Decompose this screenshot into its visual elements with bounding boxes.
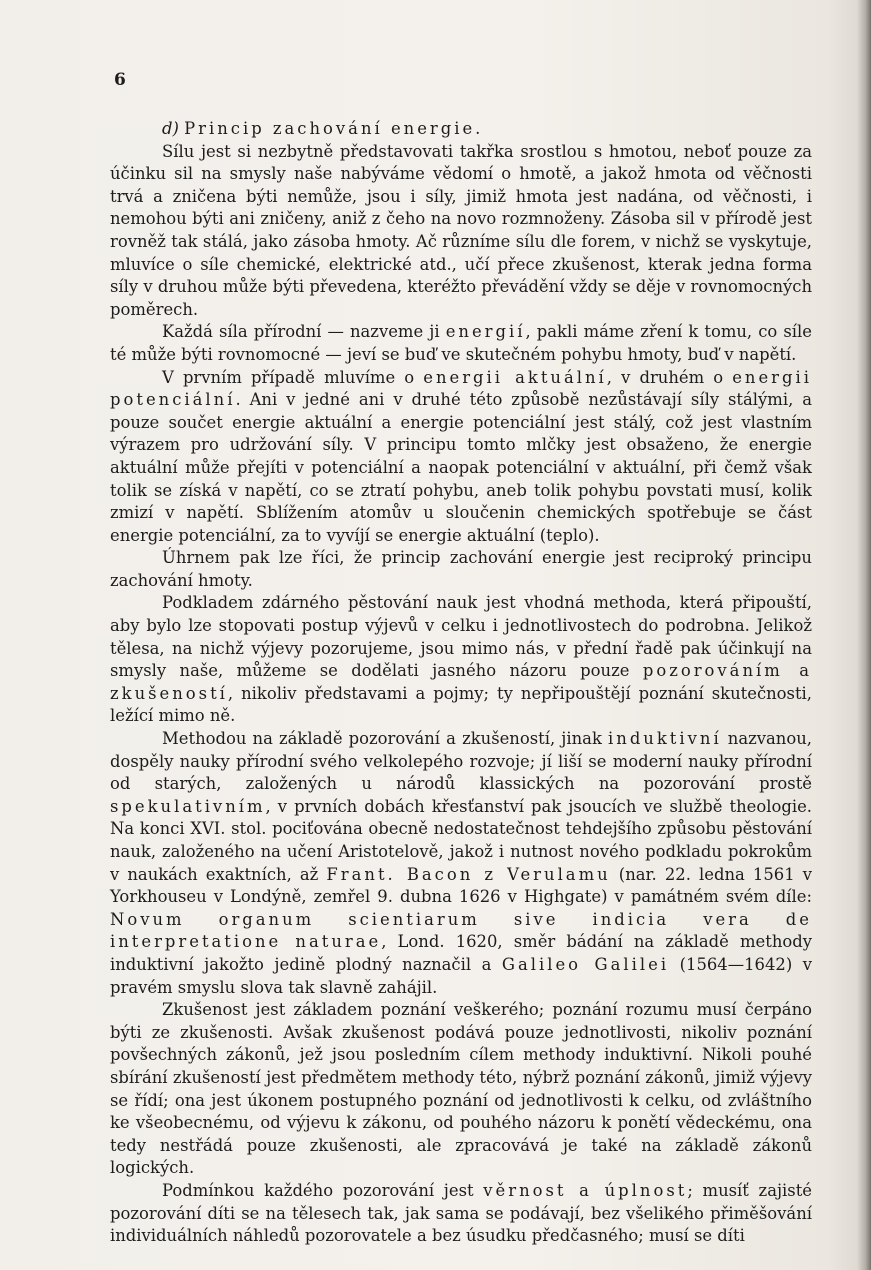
spaced-emphasis: induktivní bbox=[608, 729, 722, 749]
text-run: , v prvních dobách křesťanství pak jsoucích ve službě theologie. Na konci XVI. stol. pociťována obecně nedostatečnost tehdejšího způsobu pěstování nauk, založeného na učení Aristotelově, jakož i nutnost nového podkladu pokrokům v naukách exaktních, až bbox=[110, 796, 812, 884]
paragraph bbox=[110, 367, 812, 548]
text-run: Podmínkou každého pozorování jest bbox=[162, 1180, 484, 1200]
spaced-emphasis: energii aktuální bbox=[423, 367, 607, 387]
page-number: 6 bbox=[114, 70, 126, 90]
text-run: Sílu jest si nezbytně představovati takřka srostlou s hmotou, neboť pouze za účinku sil na smysly naše nabýváme vědomí o hmotě, a jakož hmota od věčnosti trvá a zničena býti nemůže, jsou i síly, jimiž hmota jest nadána, od věčnosti, i nemohou býti ani zničeny, aniž z čeho na novo rozmnoženy. Zásoba sil v přírodě jest rovněž tak stálá, jako zásoba hmoty. Ač různíme sílu dle forem, v nichž se vyskytuje, mluvíce o síle chemické, elektrické atd., učí přece zkušenost, kterak jedna forma síly v druhou může býti převedena, kteréžto převádění vždy se děje v rovnomocných poměrech. bbox=[110, 141, 812, 319]
spaced-emphasis: Novum organum scientiarum sive indicia vera de interpretatione naturae bbox=[110, 909, 812, 952]
text-run: V prvním případě mluvíme o bbox=[162, 367, 424, 387]
paragraph bbox=[110, 999, 812, 1180]
text-run: Úhrnem pak lze říci, že princip zachování energie jest reciproký principu zachování hmoty. bbox=[110, 548, 812, 590]
paragraph bbox=[110, 547, 812, 592]
section-title: Princip zachování energie. bbox=[184, 119, 484, 138]
text-run: (1564—1642) v pravém smyslu slova tak slavně zahájil. bbox=[110, 954, 812, 997]
page-edge-shadow bbox=[857, 0, 871, 1270]
spaced-emphasis: pozorováním a zkušeností bbox=[110, 661, 813, 703]
spaced-emphasis: energií bbox=[445, 322, 526, 342]
text-run: Každá síla přírodní — nazveme ji bbox=[162, 322, 446, 342]
paragraph bbox=[110, 321, 812, 366]
text-run: . Ani v jedné ani v druhé této způsobě nezůstávají síly stálými, a pouze součet energie aktuální a energie potenciální jest stálý, což jest vlastním výrazem pro udržování síly. V principu tomto mlčky jest obsaženo, že energie aktuální může přejíti v potenciální a naopak potenciální v aktuální, při čemž však tolik se získá v napětí, co se ztratí pohybu, aneb tolik pohybu povstati musí, kolik zmizí v napětí. Sblížením atomův u sloučenin chemických spotřebuje se část energie potenciální, za to vyvíjí se energie aktuální (teplo). bbox=[110, 390, 812, 545]
paragraph bbox=[110, 141, 812, 322]
text-run: ; musíť zajisté pozorování díti se na tělesech tak, jak sama se podávají, bez všelikého přiměšování individuálních náhledů pozorovatele a bez úsudku předčasného; musí se díti bbox=[110, 1180, 812, 1246]
text-run: , Lond. 1620, směr bádání na základě methody induktivní jakožto jedině plodný naznačil a bbox=[110, 932, 813, 974]
spaced-emphasis: Frant. Bacon z Verulamu bbox=[326, 864, 611, 884]
text-run: nazvanou, dospěly nauky přírodní svého velkolepého rozvoje; jí liší se moderní nauky přírodní od starých, založených u národů klassických na pozorování prostě bbox=[110, 729, 812, 794]
text-run: , nikoliv představami a pojmy; ty nepřipouštějí poznání skutečnosti, ležící mimo ně. bbox=[110, 683, 812, 726]
spaced-emphasis: energii potenciální bbox=[110, 367, 812, 410]
text-run: Zkušenost jest základem poznání veškerého; poznání rozumu musí čerpáno býti ze zkušenosti. Avšak zkušenost podává pouze jednotlivosti, nikoliv poznání povšechných zákonů, jež jsou posledním cílem methody induktivní. Nikoli pouhé sbírání zkušeností jest předmětem methody této, nýbrž poznání zákonů, jimiž výjevy se řídí; ona jest úkonem postupného poznání od jednotlivosti k celku, od zvláštního ke všeobecnému, od výjevu k zákonu, od pouhého názoru k ponětí vědeckému, ona tedy nestřádá pouze zkušenosti, ale zpracovává je také na základě zákonů logických. bbox=[110, 1000, 812, 1178]
paragraph bbox=[110, 592, 812, 728]
text-run: Methodou na základě pozorování a zkušeností, jinak bbox=[162, 729, 609, 749]
text-run: Podkladem zdárného pěstování nauk jest vhodná methoda, která připouští, aby bylo lze stopovati postup výjevů v celku i jednotlivostech do podrobna. Jelikož tělesa, na nichž výjevy pozorujeme, jsou mimo nás, v přední řadě pak účinkují na smysly naše, můžeme se dodělati jasného názoru pouze bbox=[110, 593, 812, 681]
spaced-emphasis: věrnost a úplnost bbox=[483, 1180, 688, 1200]
text-run: , v druhém o bbox=[606, 367, 733, 387]
paragraph bbox=[110, 728, 812, 999]
section-label: d) bbox=[162, 119, 179, 138]
spaced-emphasis: spekulativním bbox=[110, 796, 266, 816]
body-text bbox=[110, 118, 812, 1248]
paragraph bbox=[110, 1180, 812, 1248]
text-run: , pakli máme zření k tomu, co síle té může býti rovnomocné — jeví se buď ve skutečném pohybu hmoty, buď v napětí. bbox=[110, 322, 812, 364]
text-run: (nar. 22. ledna 1561 v Yorkhouseu v Londýně, zemřel 9. dubna 1626 v Highgate) v památném svém díle: bbox=[110, 864, 813, 907]
spaced-emphasis: Galileo Galilei bbox=[501, 954, 670, 974]
section-heading bbox=[110, 118, 812, 141]
